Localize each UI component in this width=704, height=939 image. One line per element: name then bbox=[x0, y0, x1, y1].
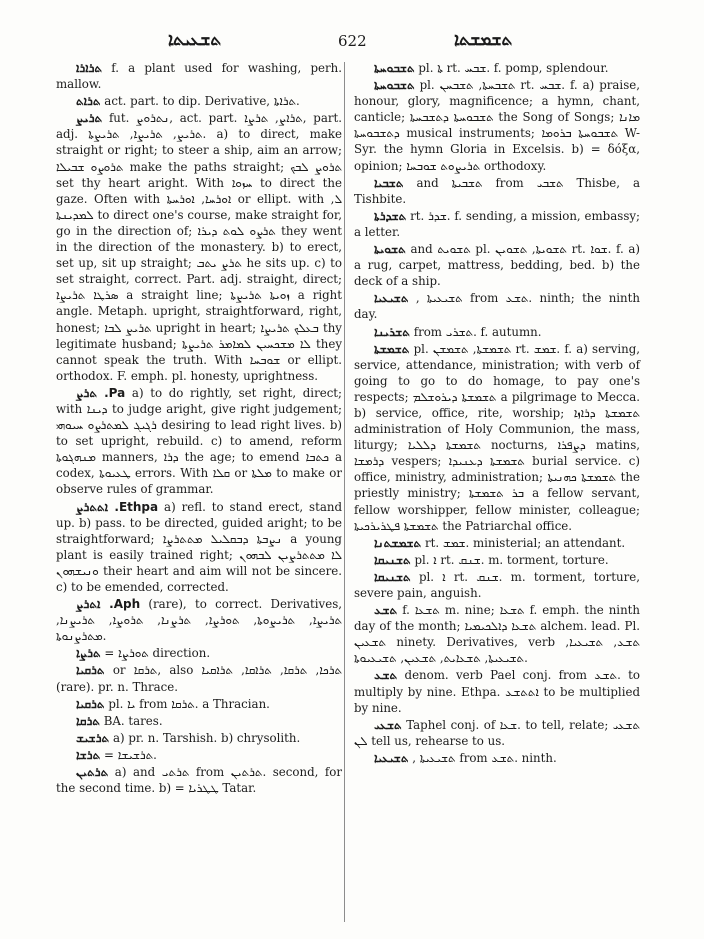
entry-headword: ܬܫܢܝܩܐ bbox=[374, 569, 411, 584]
dictionary-entry bbox=[56, 696, 342, 712]
entry-definition: f. ܬܫܥܐ m. nine; ܬܫܥܐ f. emph. the ninth day of the month; ܬܫܥܐ ܕܐܠܟܝܡܝܐ alchem. lead. Pl. ܬܫܥܝܢ ninety. Derivatives, verb ܬܫܥ, ܬܫܝܥܝܐ, ܬܫܝܥܝܬܐ, ܬܫܥܐܝܬ, ܬܫܥܝܢ, ܬܫܝܥܝܘܬܐ. bbox=[354, 603, 641, 666]
entry-definition: , ܬܫܝܥܝܬܐ from ܬܫܥ. ninth. bbox=[412, 750, 557, 765]
entry-definition: fut. ܢܬܪܘܨ, act. part. ܬܪܐܨ, ܬܪܨܐ, part. adj. ܬܪܝܨ, ܬܪܝܨܐ, ܬܪܝܨܬܐ. a) to direct, make straight or right; to steer a ship, aim an arrow; ܬܪܘܨܘ ܫܒܝܠܐ make the paths straight; ܬܪܘܨ ܠܒܟ set thy heart aright. With ܚܙܘܐ to direct the gaze. Often with ܐܘܪܚܐ, ܐܘܪܚܬܐ or ellipt. with ܠ, ܠܡܕܝܢܬܐ to direct one's course, make straight for, go in the direction of; ܬܪܨܘ ܠܘܬ ܕܝܪܐ they went in the direction of the monastery. b) to erect, set up, sit up straight; ܬܪܨ ܝܬܒ he sits up. c) to set straight, correct. Part. adj. straight, direct; ܣܪܛܐ ܬܪܝܨܐ a straight line; ܙܘܝܬܐ ܬܪܝܨܬܐ a right angle. Metaph. upright, straightforward, right, honest; ܬܪܝܨ ܠܒܐ upright in heart; ܒܥܠܟ ܬܪܝܨܐ thy legitimate husband; ܠܐ ܡܫܟܚܝܢ ܠܡܐܡܪ ܬܪܝܨܬܐ they cannot speak the truth. With ܫܘܒܚܐ or ellipt. orthodox. F. emph. pl. honesty, uprightness. bbox=[56, 111, 343, 383]
entry-headword: ܬܫܒܘܚܬܐ bbox=[374, 78, 415, 93]
entry-headword: ܬܫܡܫܬܢܐ bbox=[374, 535, 422, 550]
entry-definition: pl. ܬܫܒܚܬܐ, ܬܫܒܚܢ rt. ܫܒܚ. f. a) praise, honour, glory, magnificence; a hymn, chant, canticle; ܬܫܒܘܚܬܐ ܕܬܫܒܚܬܐ the Song of Songs; ܡܐܢܐ ܕܬܫܒܘܚܬܐ musical instruments; ܬܫܒܘܚܬܐ ܒܪܘܡܐ W-Syr. the hymn Gloria in Excelsis. b) = δόξα, opinion; ܬܪܝܨܘܬ ܫܘܒܚܐ orthodoxy. bbox=[354, 78, 640, 173]
entry-definition: denom. verb Pael conj. from ܬܫܥ. to multiply by nine. Ethpa. ܐܬܬܫܥ to be multiplied by nine. bbox=[354, 668, 641, 715]
entry-headword: ܬܫܕܪܬܐ bbox=[374, 208, 407, 223]
entry-definition: a) and ܬܪܬܝ from ܬܪܬܝܢ. second, for the second time. b) = ܛܛܪܝܐ Tatar. bbox=[56, 765, 343, 796]
dictionary-entry bbox=[56, 645, 342, 661]
entry-headword: ܬܫܢܝܩܐ bbox=[374, 552, 411, 567]
entry-definition: = ܬܪܫܝܫܐ. bbox=[104, 747, 157, 762]
dictionary-entry bbox=[354, 569, 640, 601]
entry-headword: ܬܫܥ bbox=[374, 603, 398, 618]
entry-headword: ܬܪܐܬ bbox=[76, 94, 101, 109]
entry-definition: pl. ܬܫܡܫܬܐ, ܬܫܡܫܢ rt. ܫܡܫ. f. a) serving, service, attendance, ministration; with verb of going to go to do homage, to pay one's respects; ܬܫܡܫܬܐ ܕܝܪܘܫܠܡ a pilgrimage to Mecca. b) service, office, rite, worship; ܬܫܡܫܬܐ ܕܪܐܙܐ administration of Holy Communion, the mass, liturgy; ܬܫܡܫܬܐ ܕܠܠܝܐ nocturns, ܕܨܦܪܐ matins, ܕܪܡܫܐ vespers; ܬܫܡܫܬܐ ܕܥܢܝܕܐ burial service. c) office, ministry, administration; ܬܫܡܫܬܐ ܟܗܢܝܬܐ the priestly ministry; ܒܪ ܬܫܡܫܬܐ a fellow servant, fellow worshipper, fellow minister, colleague; ܬܫܡܫܬܐ ܦܛܪܝܪܟܝܬܐ the Patriarchal office. bbox=[354, 341, 641, 533]
dictionary-entry bbox=[354, 750, 640, 766]
dictionary-entry bbox=[56, 713, 342, 729]
dictionary-entry bbox=[56, 596, 342, 644]
entry-definition: (rare), to correct. Derivatives, ܬܪܝܨܐ, ܬܪܝܨܘܬܐ, ܬܘܪܨܐ, ܬܪܨܢܐ, ܬܪܘܨܐ, ܬܪܝܨܢܐ, ܡܬܪܨܢܘܬܐ. bbox=[56, 597, 343, 644]
entry-definition: and ܬܫܒܝܬܐ from ܬܫܒܝ Thisbe, a Tishbite. bbox=[354, 175, 641, 206]
entry-headword: ܬܪܨܐ bbox=[76, 646, 101, 661]
dictionary-entry bbox=[56, 60, 342, 92]
entry-headword: ܬܫܒܝܐ bbox=[374, 175, 404, 190]
dictionary-entry bbox=[354, 290, 640, 322]
entry-headword: ܬܫܝܥܝܐ bbox=[374, 750, 409, 765]
entry-definition: , ܬܫܝܥܝܬܐ from ܬܫܥ. ninth; the ninth day. bbox=[354, 291, 640, 322]
entry-headword: ܬܪܫܝܫ bbox=[76, 730, 110, 745]
dictionary-entry bbox=[354, 60, 640, 76]
dictionary-entry bbox=[56, 730, 342, 746]
entry-definition: = ܬܘܪܨܐ direction. bbox=[104, 646, 211, 661]
entry-headword: ܬܪܩܝܐ bbox=[76, 663, 105, 678]
entry-definition: and ܬܫܘܝܬ pl. ܬܫܘܝܬܐ, ܬܫܘܝܢ rt. ܫܘܐ. f. a) a rug, carpet, mattress, bedding, bed. b) the deck of a ship. bbox=[354, 242, 640, 289]
entry-headword: ܬܪܬܝܢ bbox=[76, 765, 109, 780]
dictionary-entry bbox=[354, 208, 640, 240]
dictionary-entry bbox=[354, 241, 640, 289]
dictionary-entry bbox=[354, 717, 640, 749]
entry-definition: from ܬܫܪܝ. f. autumn. bbox=[413, 324, 542, 339]
dictionary-entry bbox=[56, 662, 342, 694]
entry-headword: Pa. ܬܪܨ bbox=[76, 385, 126, 400]
entry-headword: ܬܫܒܘܚܬܐ bbox=[374, 61, 415, 75]
entry-headword: ܬܫܥ bbox=[374, 668, 398, 683]
entry-definition: a) pr. n. Tarshish. b) chrysolith. bbox=[112, 730, 301, 745]
entry-headword: ܬܪܝܨ bbox=[76, 111, 103, 126]
entry-headword: Ethpa. ܐܬܬܪܨ bbox=[76, 499, 159, 514]
entry-headword: Aph. ܐܬܪܨ bbox=[76, 597, 141, 612]
dictionary-entry bbox=[354, 324, 640, 340]
entry-headword: ܬܪܐܪܐ bbox=[76, 61, 103, 75]
dictionary-entry bbox=[354, 341, 640, 534]
right-column bbox=[354, 60, 640, 767]
entry-definition: a) refl. to stand erect, stand up. b) pass. to be directed, guided aright; to be straightforward; ܢܨܒܬܐ ܕܒܩܠܝܠ ܡܬܬܪܨܐ a young plant is easily trained right; ܠܐ ܡܬܬܪܨܝܢ ܠܒܗܘܢ ܘܢܝܫܗܘܢ their heart and aim will not be sincere. c) to be emended, corrected. bbox=[56, 499, 343, 594]
dictionary-entry bbox=[354, 602, 640, 666]
dictionary-entry bbox=[56, 764, 342, 796]
dictionary-entry bbox=[56, 93, 342, 109]
entry-definition: pl. ܐ rt. ܫܢܩ. m. torment, torture. bbox=[414, 552, 609, 567]
page-header bbox=[0, 28, 704, 56]
column-divider bbox=[344, 62, 345, 922]
dictionary-entry bbox=[56, 110, 342, 384]
entry-definition: a) to do rightly, set right, direct; with ܕܝܢܐ to judge aright, give right judgement; ܪܓܝܓ ܠܡܬܪܨܘ ܚܝܘܗܝ desiring to lead right lives. b) to set upright, rebuild. c) to amend, reform ܡܢܗܓܘܬܐ manners, ܕܪܐ the age; to emend ܟܬܒܐ a codex, ܛܥܝܘܬܐ errors. With ܩܠܐ or ܡܠܬܐ to make or observe rules of grammar. bbox=[56, 385, 343, 497]
entry-headword: ܬܪܩܐ bbox=[76, 713, 100, 728]
dictionary-entry bbox=[354, 667, 640, 715]
dictionary-entry bbox=[354, 535, 640, 551]
page-number: 622 bbox=[338, 32, 367, 50]
entry-definition: pl. ܐ rt. ܫܢܩ. m. torment, torture, severe pain, anguish. bbox=[354, 569, 641, 600]
dictionary-entry bbox=[56, 499, 342, 596]
dictionary-entry bbox=[56, 747, 342, 763]
entry-headword: ܬܫܥܝ bbox=[374, 717, 402, 732]
left-column bbox=[56, 60, 342, 797]
dictionary-entry bbox=[354, 552, 640, 568]
header-right-syriac: ܬܫܡܫܬܐ bbox=[454, 30, 513, 50]
entry-definition: or ܬܪܩܐ, also ܬܪܟܐ, ܬܪܩܐ, ܬܪܐܩܐ, ܬܪܐܩܝܐ (rare). pr. n. Thrace. bbox=[56, 663, 342, 694]
dictionary-entry bbox=[354, 77, 640, 174]
entry-definition: BA. tares. bbox=[103, 713, 163, 728]
entry-headword: ܬܫܡܫܬܐ bbox=[374, 341, 410, 356]
entry-headword: ܬܫܝܥܝܐ bbox=[374, 291, 409, 306]
dictionary-entry bbox=[56, 385, 342, 498]
entry-definition: rt. ܫܕܪ. f. sending, a mission, embassy; a letter. bbox=[354, 208, 641, 239]
entry-headword: ܬܫܘܝܬܐ bbox=[374, 242, 406, 257]
dictionary-entry bbox=[354, 175, 640, 207]
entry-definition: act. part. to dip. Derivative, ܬܪܐܬܐ. bbox=[104, 94, 300, 109]
entry-definition: rt. ܫܡܫ. ministerial; an attendant. bbox=[424, 535, 626, 550]
entry-headword: ܬܪܩܝܐ bbox=[76, 696, 105, 711]
entry-definition: pl. ܝܐ from ܬܪܩܐ. a Thracian. bbox=[108, 696, 270, 711]
entry-headword: ܬܫܪܝܢܐ bbox=[374, 324, 410, 339]
header-left-syriac: ܬܫܥܝܬܐ bbox=[168, 30, 222, 50]
entry-headword: ܬܪܫܐ bbox=[76, 747, 101, 762]
entry-definition: pl. ܬܐ rt. ܫܒܚ. f. pomp, splendour. bbox=[418, 61, 609, 75]
entry-definition: f. a plant used for washing, perh. mallow. bbox=[56, 61, 343, 92]
entry-definition: Taphel conj. of ܫܥܐ. to tell, relate; ܬܫܥܝ ܠܢ tell us, rehearse to us. bbox=[354, 717, 641, 748]
